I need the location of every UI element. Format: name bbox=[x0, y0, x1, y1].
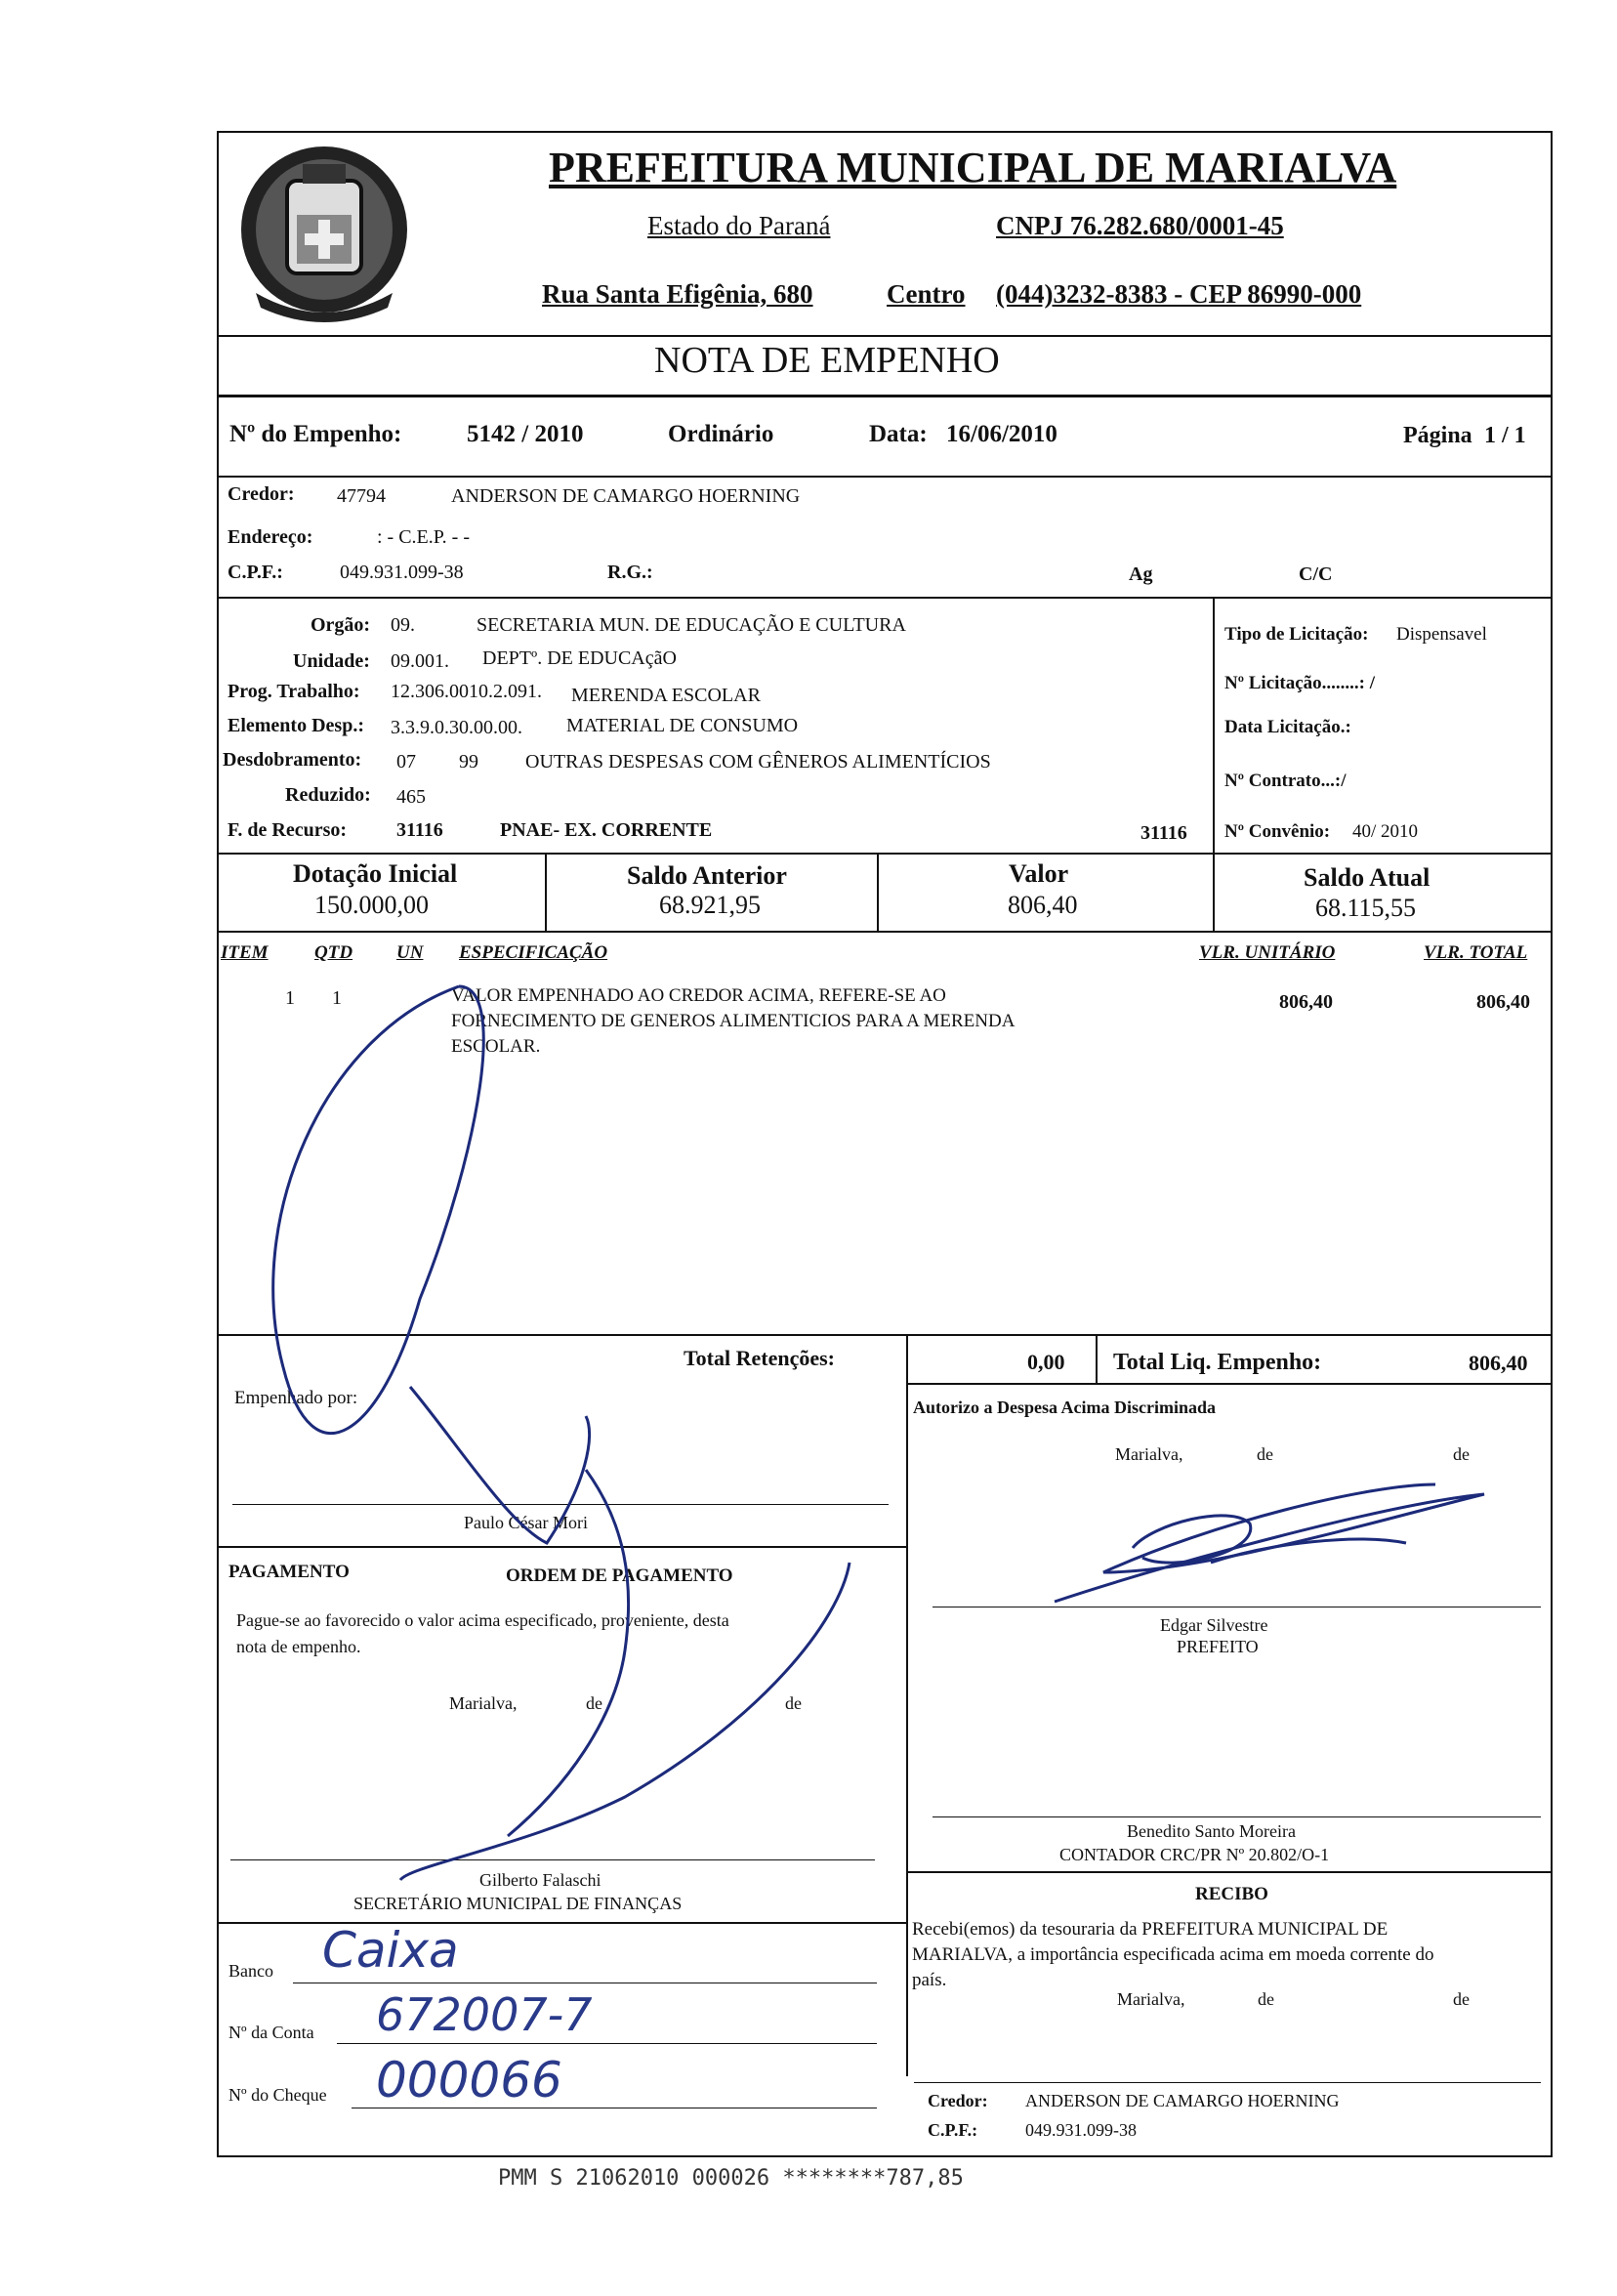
prefeito-role: PREFEITO bbox=[1177, 1637, 1259, 1656]
item-number: 1 bbox=[285, 987, 295, 1009]
credor-name: ANDERSON DE CAMARGO HOERNING bbox=[451, 485, 801, 507]
page-number: 1 / 1 bbox=[1484, 423, 1526, 448]
dotacao-inicial-value: 150.000,00 bbox=[314, 891, 429, 919]
unidade-label: Unidade: bbox=[293, 650, 370, 672]
retencoes-value: 0,00 bbox=[1027, 1350, 1065, 1374]
cpf-label: C.P.F.: bbox=[228, 562, 283, 583]
autorizo-label: Autorizo a Despesa Acima Discriminada bbox=[913, 1398, 1216, 1417]
autorizo-de1: de bbox=[1257, 1444, 1273, 1464]
unidade-name: DEPTº. DE EDUCAçãO bbox=[482, 647, 677, 669]
ordem-local: Marialva, bbox=[449, 1693, 518, 1713]
pague-line2: nota de empenho. bbox=[236, 1637, 361, 1656]
header-phone-cep: (044)3232-8383 - CEP 86990-000 bbox=[996, 279, 1362, 309]
secretario-name: Gilberto Falaschi bbox=[479, 1870, 601, 1890]
contador-role: CONTADOR CRC/PR Nº 20.802/O-1 bbox=[1059, 1845, 1330, 1864]
prefeito-name: Edgar Silvestre bbox=[1160, 1615, 1268, 1635]
orgao-label: Orgão: bbox=[311, 614, 371, 636]
cpf-value: 049.931.099-38 bbox=[340, 562, 464, 583]
recibo-line1: Recebi(emos) da tesouraria da PREFEITURA MUNICIPAL DE bbox=[912, 1919, 1389, 1940]
empenhado-name: Paulo César Mori bbox=[464, 1513, 588, 1532]
col-vlr-total: VLR. TOTAL bbox=[1424, 942, 1528, 963]
recibo-cpf-value: 049.931.099-38 bbox=[1025, 2120, 1137, 2140]
empenho-number: 5142 / 2010 bbox=[467, 421, 584, 447]
address-label: Endereço: bbox=[228, 526, 313, 548]
document-title: NOTA DE EMPENHO bbox=[654, 340, 1000, 381]
banco-label: Banco bbox=[228, 1961, 273, 1981]
col-especificacao: ESPECIFICAÇÃO bbox=[459, 942, 608, 963]
recibo-credor-name: ANDERSON DE CAMARGO HOERNING bbox=[1025, 2091, 1340, 2110]
item-unit-value: 806,40 bbox=[1279, 991, 1333, 1013]
recibo-credor-label: Credor: bbox=[928, 2091, 988, 2110]
valor-label: Valor bbox=[1009, 859, 1069, 888]
prog-name: MERENDA ESCOLAR bbox=[571, 685, 761, 706]
rg-label: R.G.: bbox=[607, 562, 653, 583]
orgao-code: 09. bbox=[391, 614, 415, 636]
recurso-label: F. de Recurso: bbox=[228, 819, 348, 841]
col-item: ITEM bbox=[221, 942, 269, 963]
item-total-value: 806,40 bbox=[1476, 991, 1530, 1013]
recibo-local: Marialva, bbox=[1117, 1989, 1185, 2009]
saldo-anterior-value: 68.921,95 bbox=[659, 891, 761, 919]
cheque-value: 000066 bbox=[376, 2052, 562, 2108]
recurso-name: PNAE- EX. CORRENTE bbox=[500, 819, 713, 841]
pagamento-label: PAGAMENTO bbox=[228, 1562, 350, 1582]
credor-code: 47794 bbox=[337, 485, 386, 507]
header-district: Centro bbox=[887, 279, 966, 309]
cheque-label: Nº do Cheque bbox=[228, 2085, 327, 2105]
licitacao-number: Nº Licitação........: / bbox=[1224, 673, 1376, 693]
item-spec-line1: VALOR EMPENHADO AO CREDOR ACIMA, REFERE-SE AO bbox=[451, 985, 946, 1006]
col-qtd: QTD bbox=[314, 942, 353, 963]
prog-label: Prog. Trabalho: bbox=[228, 681, 360, 702]
desdobramento-b: 99 bbox=[459, 751, 478, 772]
elemento-label: Elemento Desp.: bbox=[228, 715, 364, 736]
saldo-atual-value: 68.115,55 bbox=[1315, 894, 1417, 922]
reduzido-value: 465 bbox=[396, 786, 426, 808]
saldo-atual-label: Saldo Atual bbox=[1304, 863, 1430, 892]
empenho-type: Ordinário bbox=[668, 421, 774, 447]
dotacao-inicial-label: Dotação Inicial bbox=[293, 859, 458, 888]
elemento-code: 3.3.9.0.30.00.00. bbox=[391, 717, 522, 738]
address-value: : - C.E.P. - - bbox=[377, 526, 470, 548]
recibo-cpf-label: C.P.F.: bbox=[928, 2120, 978, 2140]
cc-label: C/C bbox=[1299, 564, 1333, 585]
licitacao-date: Data Licitação.: bbox=[1224, 717, 1351, 737]
header-title: PREFEITURA MUNICIPAL DE MARIALVA bbox=[549, 144, 1397, 191]
recibo-line2: MARIALVA, a importância especificada acima em moeda corrente do bbox=[912, 1944, 1434, 1965]
valor-value: 806,40 bbox=[1008, 891, 1078, 919]
prog-code: 12.306.0010.2.091. bbox=[391, 681, 542, 702]
col-vlr-unitario: VLR. UNITÁRIO bbox=[1199, 942, 1336, 963]
recibo-line3: país. bbox=[912, 1970, 947, 1990]
licitacao-type-label: Tipo de Licitação: bbox=[1224, 624, 1369, 645]
desdobramento-a: 07 bbox=[396, 751, 416, 772]
empenho-number-label: Nº do Empenho: bbox=[229, 421, 402, 447]
empenhado-label: Empenhado por: bbox=[234, 1388, 358, 1408]
empenho-date: 16/06/2010 bbox=[946, 421, 1057, 447]
header-address: Rua Santa Efigênia, 680 bbox=[542, 279, 813, 309]
item-spec-line3: ESCOLAR. bbox=[451, 1036, 541, 1057]
autorizo-local: Marialva, bbox=[1115, 1444, 1183, 1464]
licitacao-type-value: Dispensavel bbox=[1396, 624, 1487, 645]
unidade-code: 09.001. bbox=[391, 650, 449, 672]
credor-label: Credor: bbox=[228, 483, 295, 505]
banco-value: Caixa bbox=[322, 1922, 459, 1979]
ordem-pagamento-label: ORDEM DE PAGAMENTO bbox=[506, 1565, 733, 1586]
header-cnpj: CNPJ 76.282.680/0001-45 bbox=[996, 211, 1284, 240]
processing-stamp: PMM S 21062010 000026 ********787,85 bbox=[498, 2166, 964, 2191]
recurso-code: 31116 bbox=[396, 819, 443, 841]
ordem-de2: de bbox=[785, 1693, 802, 1713]
liquido-value: 806,40 bbox=[1469, 1351, 1528, 1375]
contrato-number: Nº Contrato...:/ bbox=[1224, 771, 1347, 791]
ordem-de1: de bbox=[586, 1693, 602, 1713]
convenio-value: 40/ 2010 bbox=[1352, 821, 1419, 842]
orgao-name: SECRETARIA MUN. DE EDUCAÇÃO E CULTURA bbox=[477, 614, 906, 636]
item-qty: 1 bbox=[332, 987, 342, 1009]
recurso-code-right: 31116 bbox=[1140, 822, 1187, 844]
autorizo-de2: de bbox=[1453, 1444, 1470, 1464]
empenho-date-label: Data: bbox=[869, 421, 928, 447]
conta-value: 672007-7 bbox=[376, 1988, 593, 2041]
liquido-label: Total Liq. Empenho: bbox=[1113, 1350, 1322, 1375]
recibo-de2: de bbox=[1453, 1989, 1470, 2009]
recibo-de1: de bbox=[1258, 1989, 1274, 2009]
page-label: Página bbox=[1403, 423, 1472, 448]
desdobramento-label: Desdobramento: bbox=[223, 749, 362, 771]
elemento-name: MATERIAL DE CONSUMO bbox=[566, 715, 799, 736]
secretario-role: SECRETÁRIO MUNICIPAL DE FINANÇAS bbox=[353, 1894, 683, 1913]
item-spec-line2: FORNECIMENTO DE GENEROS ALIMENTICIOS PARA A MERENDA bbox=[451, 1011, 1016, 1031]
header-state: Estado do Paraná bbox=[647, 211, 831, 240]
saldo-anterior-label: Saldo Anterior bbox=[627, 861, 787, 890]
retencoes-label: Total Retenções: bbox=[684, 1346, 835, 1370]
reduzido-label: Reduzido: bbox=[285, 784, 371, 806]
desdobramento-name: OUTRAS DESPESAS COM GÊNEROS ALIMENTÍCIOS bbox=[525, 751, 991, 772]
conta-label: Nº da Conta bbox=[228, 2023, 314, 2042]
ag-label: Ag bbox=[1129, 564, 1153, 585]
convenio-label: Nº Convênio: bbox=[1224, 821, 1331, 842]
pague-line1: Pague-se ao favorecido o valor acima especificado, proveniente, desta bbox=[236, 1610, 729, 1630]
col-un: UN bbox=[396, 942, 424, 963]
recibo-label: RECIBO bbox=[1195, 1884, 1268, 1904]
contador-name: Benedito Santo Moreira bbox=[1127, 1821, 1296, 1841]
